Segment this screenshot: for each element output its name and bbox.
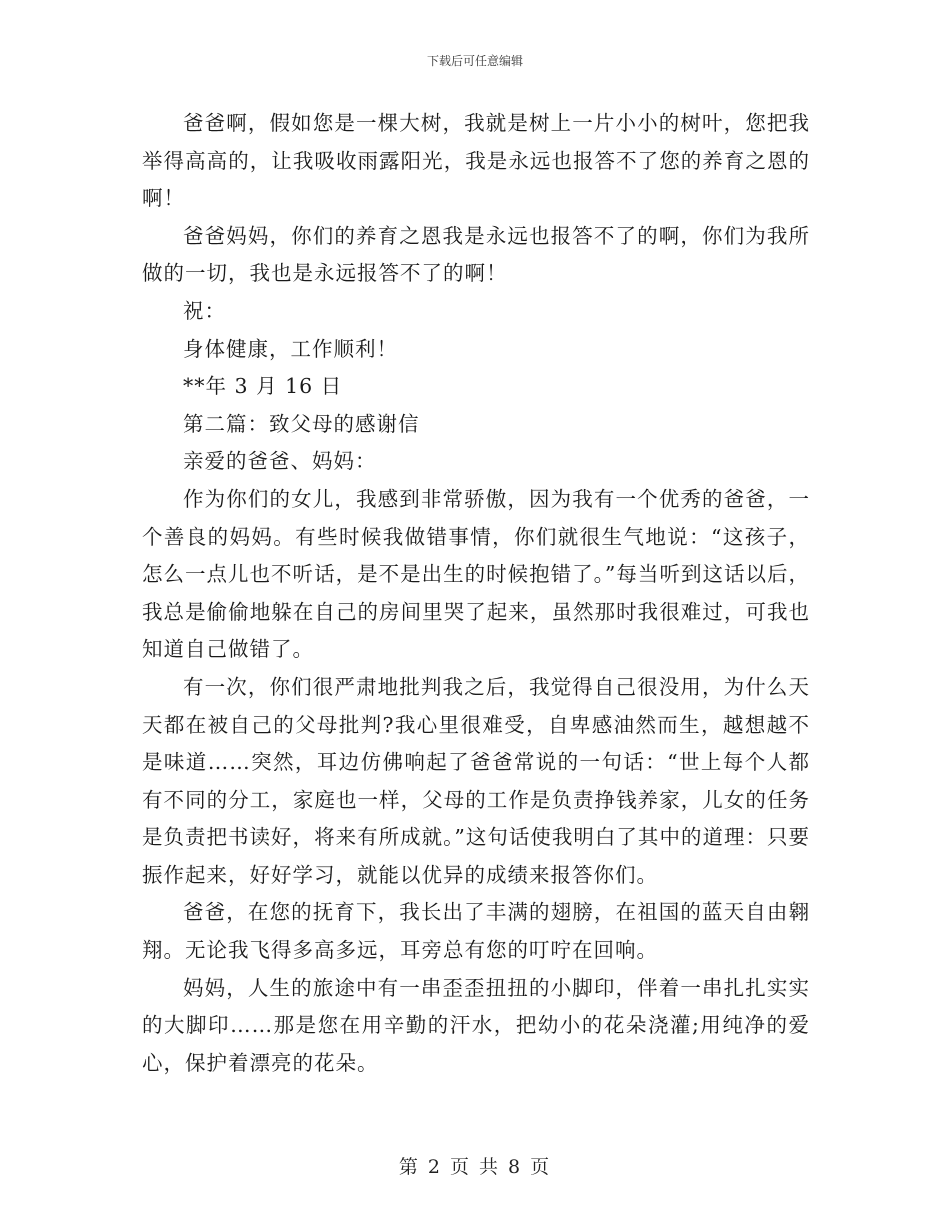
- paragraph: 爸爸妈妈，你们的养育之恩我是永远也报答不了的啊，你们为我所做的一切，我也是永远报答不了的啊！: [142, 223, 810, 286]
- paragraph: 爸爸啊，假如您是一棵大树，我就是树上一片小小的树叶，您把我举得高高的，让我吸收雨露阳光，我是永远也报答不了您的养育之恩的啊！: [142, 111, 810, 211]
- paragraph: 作为你们的女儿，我感到非常骄傲，因为我有一个优秀的爸爸，一个善良的妈妈。有些时候我做错事情，你们就很生气地说：“这孩子，怎么一点儿也不听话，是不是出生的时候抱错了。”每当听到这话以后，我总是偷偷地躲在自己的房间里哭了起来，虽然那时我很难过，可我也知道自己做错了。: [142, 486, 810, 662]
- greeting-line: 祝：: [183, 298, 226, 323]
- page-header: 下载后可任意编辑: [426, 54, 523, 68]
- salutation: 亲爱的爸爸、妈妈：: [183, 449, 377, 474]
- paragraph: 有一次，你们很严肃地批判我之后，我觉得自己很没用，为什么天天都在被自己的父母批判?我心里很难受，自卑感油然而生，越想越不是味道……突然，耳边仿佛响起了爸爸常说的一句话：“世上每个人都有不同的分工，家庭也一样，父母的工作是负责挣钱养家，儿女的任务是负责把书读好，将来有所成就。”这句话使我明白了其中的道理：只要振作起来，好好学习，就能以优异的成绩来报答你们。: [142, 674, 810, 887]
- paragraph: 爸爸，在您的抚育下，我长出了丰满的翅膀，在祖国的蓝天自由翱翔。无论我飞得多高多远，耳旁总有您的叮咛在回响。: [142, 900, 810, 963]
- page-number: 第 2 页 共 8 页: [398, 1156, 552, 1178]
- paragraph: 妈妈，人生的旅途中有一串歪歪扭扭的小脚印，伴着一串扎扎实实的大脚印……那是您在用辛勤的汗水，把幼小的花朵浇灌;用纯净的爱心，保护着漂亮的花朵。: [142, 975, 810, 1075]
- wish-line: 身体健康，工作顺利！: [183, 336, 398, 361]
- date-line: **年 3 月 16 日: [183, 374, 343, 399]
- section-title: 第二篇：致父母的感谢信: [183, 411, 420, 436]
- document-body: [142, 105, 810, 1082]
